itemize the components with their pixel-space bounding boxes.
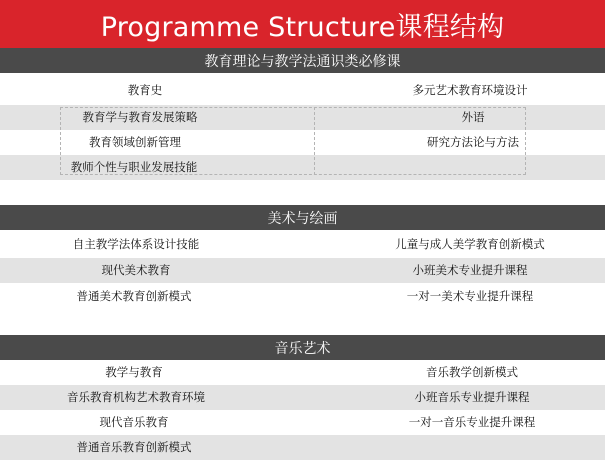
- course-item: 儿童与成人美学教育创新模式: [395, 237, 545, 251]
- course-item: 教师个性与职业发展技能: [70, 160, 198, 174]
- course-row: [0, 284, 605, 309]
- course-item: 一对一美术专业提升课程: [406, 289, 534, 303]
- course-item: 普通美术教育创新模式: [76, 289, 192, 303]
- course-item: 教育学与教育发展策略: [82, 110, 198, 124]
- course-item: 教学与教育: [105, 365, 163, 379]
- dashed-divider: [314, 107, 315, 175]
- course-row: [0, 410, 605, 435]
- course-item: 音乐教学创新模式: [426, 365, 518, 379]
- course-item: 多元艺术教育环境设计: [412, 83, 528, 97]
- course-row: [0, 360, 605, 385]
- section-heading-general-education: 教育理论与教学法通识类必修课: [0, 48, 605, 73]
- course-item: 小班音乐专业提升课程: [414, 390, 530, 404]
- course-row: [0, 435, 605, 460]
- section-heading-music-arts: 音乐艺术: [0, 335, 605, 360]
- course-item: 现代美术教育: [101, 263, 171, 277]
- course-item: 自主教学法体系设计技能: [72, 237, 200, 251]
- course-item: 外语: [461, 110, 485, 124]
- course-row: [0, 78, 605, 103]
- course-item: 教育领域创新管理: [89, 135, 181, 149]
- course-row: [0, 385, 605, 410]
- course-item: 研究方法论与方法: [427, 135, 519, 149]
- course-item: 一对一音乐专业提升课程: [408, 415, 536, 429]
- course-item: 普通音乐教育创新模式: [76, 440, 192, 454]
- section-heading-fine-arts: 美术与绘画: [0, 205, 605, 230]
- course-item: 教育史: [127, 83, 163, 97]
- course-row: [0, 232, 605, 257]
- course-row: [0, 258, 605, 283]
- dashed-frame: [60, 107, 526, 175]
- course-item: 小班美术专业提升课程: [412, 263, 528, 277]
- course-item: 音乐教育机构艺术教育环境: [67, 390, 205, 404]
- course-item: 现代音乐教育: [99, 415, 169, 429]
- page-title: Programme Structure课程结构: [0, 0, 605, 48]
